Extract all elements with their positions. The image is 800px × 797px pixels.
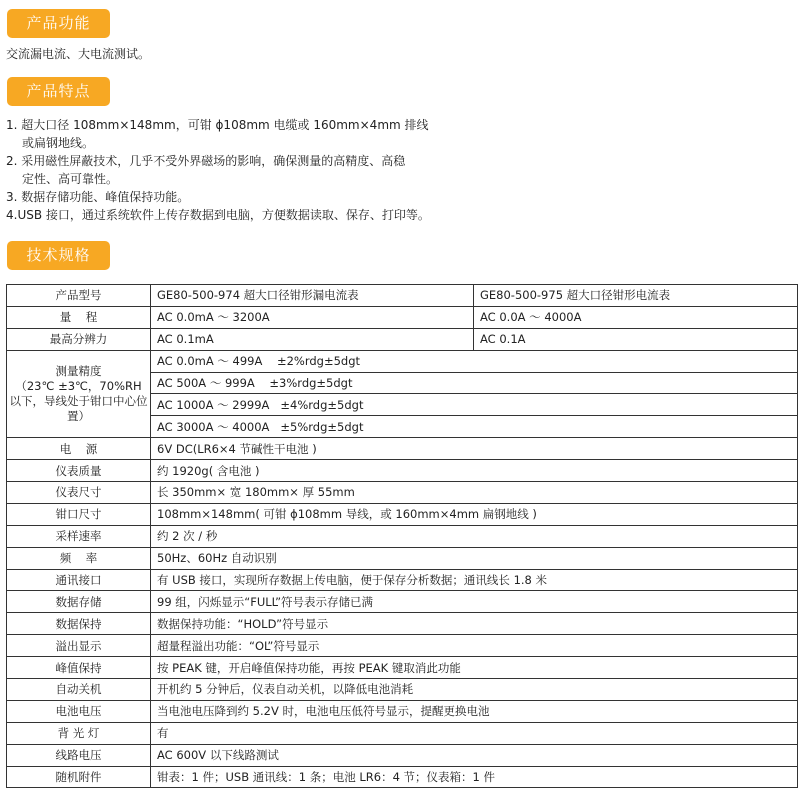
feature-2-line-2: 定性、高可靠性。 [22, 172, 119, 186]
spec-value: AC 500A ～ 999A ±3%rdg±5dgt [151, 372, 798, 394]
spec-value: 开机约 5 分钟后，仪表自动关机，以降低电池消耗 [151, 679, 798, 701]
spec-value: 超量程溢出功能：“OL”符号显示 [151, 635, 798, 657]
spec-value: 50Hz、60Hz 自动识别 [151, 547, 798, 569]
table-row [7, 460, 798, 482]
spec-value: AC 1000A ～ 2999A ±4%rdg±5dgt [151, 394, 798, 416]
spec-value: 有 USB 接口，实现所存数据上传电脑，便于保存分析数据；通讯线长 1.8 米 [151, 569, 798, 591]
feature-3: 3. 数据存储功能、峰值保持功能。 [6, 190, 190, 204]
table-row [7, 569, 798, 591]
spec-label: 仪表质量 [7, 460, 151, 482]
spec-value: 当电池电压降到约 5.2V 时，电池电压低符号显示，提醒更换电池 [151, 700, 798, 722]
spec-value: GE80-500-974 超大口径钳形漏电流表 [151, 285, 474, 307]
table-row [7, 350, 798, 372]
feature-4: 4.USB 接口，通过系统软件上传存数据到电脑，方便数据读取、保存、打印等。 [6, 208, 430, 222]
spec-value: AC 3000A ～ 4000A ±5%rdg±5dgt [151, 416, 798, 438]
table-row [7, 722, 798, 744]
spec-label: 最高分辨力 [7, 328, 151, 350]
spec-value: 99 组，闪烁显示“FULL”符号表示存储已满 [151, 591, 798, 613]
spec-value: AC 0.1A [474, 328, 798, 350]
spec-value: AC 0.0mA ～ 499A ±2%rdg±5dgt [151, 350, 798, 372]
spec-label: 自动关机 [7, 679, 151, 701]
spec-label: 电 源 [7, 438, 151, 460]
table-row [7, 700, 798, 722]
table-row [7, 766, 798, 788]
function-text: 交流漏电流、大电流测试。 [6, 47, 151, 61]
spec-label: 产品型号 [7, 285, 151, 307]
spec-label: 量 程 [7, 306, 151, 328]
spec-value: 钳表：1 件；USB 通讯线：1 条；电池 LR6：4 节；仪表箱：1 件 [151, 766, 798, 788]
table-row [7, 482, 798, 504]
spec-label: 数据保持 [7, 613, 151, 635]
table-row [7, 503, 798, 525]
section-header-features: 产品特点 [7, 77, 110, 106]
feature-2-line-1: 2. 采用磁性屏蔽技术，几乎不受外界磁场的影响，确保测量的高精度、高稳 [6, 154, 406, 168]
accuracy-label-line-2: （23℃ ±3℃，70%RH 以下，导线处于钳口中心位置） [9, 378, 148, 423]
section-header-function: 产品功能 [7, 9, 110, 38]
spec-value: 长 350mm× 宽 180mm× 厚 55mm [151, 482, 798, 504]
spec-table [6, 284, 798, 788]
table-row [7, 328, 798, 350]
spec-value: AC 600V 以下线路测试 [151, 744, 798, 766]
section-header-specs: 技术规格 [7, 241, 110, 270]
spec-value: AC 0.0mA ～ 3200A [151, 306, 474, 328]
spec-label: 钳口尺寸 [7, 503, 151, 525]
spec-label: 背 光 灯 [7, 722, 151, 744]
table-row [7, 285, 798, 307]
spec-value: AC 0.0A ～ 4000A [474, 306, 798, 328]
spec-value: 约 1920g( 含电池 ) [151, 460, 798, 482]
spec-value: 有 [151, 722, 798, 744]
spec-label: 线路电压 [7, 744, 151, 766]
spec-value: 108mm×148mm( 可钳 ϕ108mm 导线，或 160mm×4mm 扁钢地线 ) [151, 503, 798, 525]
table-row [7, 306, 798, 328]
spec-value: 按 PEAK 键，开启峰值保持功能，再按 PEAK 键取消此功能 [151, 657, 798, 679]
spec-label: 溢出显示 [7, 635, 151, 657]
table-row [7, 525, 798, 547]
table-row [7, 679, 798, 701]
table-row [7, 591, 798, 613]
spec-label: 通讯接口 [7, 569, 151, 591]
spec-value: AC 0.1mA [151, 328, 474, 350]
table-row [7, 547, 798, 569]
table-row [7, 744, 798, 766]
spec-label: 电池电压 [7, 700, 151, 722]
spec-value: 6V DC(LR6×4 节碱性干电池 ) [151, 438, 798, 460]
table-row [7, 657, 798, 679]
table-row [7, 635, 798, 657]
spec-label: 仪表尺寸 [7, 482, 151, 504]
accuracy-label-line-1: 测量精度 [55, 363, 102, 378]
spec-label: 随机附件 [7, 766, 151, 788]
spec-label: 数据存储 [7, 591, 151, 613]
feature-1-line-1: 1. 超大口径 108mm×148mm，可钳 ϕ108mm 电缆或 160mm×4mm 排线 [6, 118, 429, 132]
spec-value: GE80-500-975 超大口径钳形电流表 [474, 285, 798, 307]
spec-label: 采样速率 [7, 525, 151, 547]
table-row [7, 613, 798, 635]
spec-label-accuracy [7, 350, 151, 438]
spec-value: 约 2 次 / 秒 [151, 525, 798, 547]
table-row [7, 438, 798, 460]
spec-label: 频 率 [7, 547, 151, 569]
features-list [6, 116, 430, 224]
feature-1-line-2: 或扁钢地线。 [22, 136, 95, 150]
spec-value: 数据保持功能：“HOLD”符号显示 [151, 613, 798, 635]
spec-label: 峰值保持 [7, 657, 151, 679]
